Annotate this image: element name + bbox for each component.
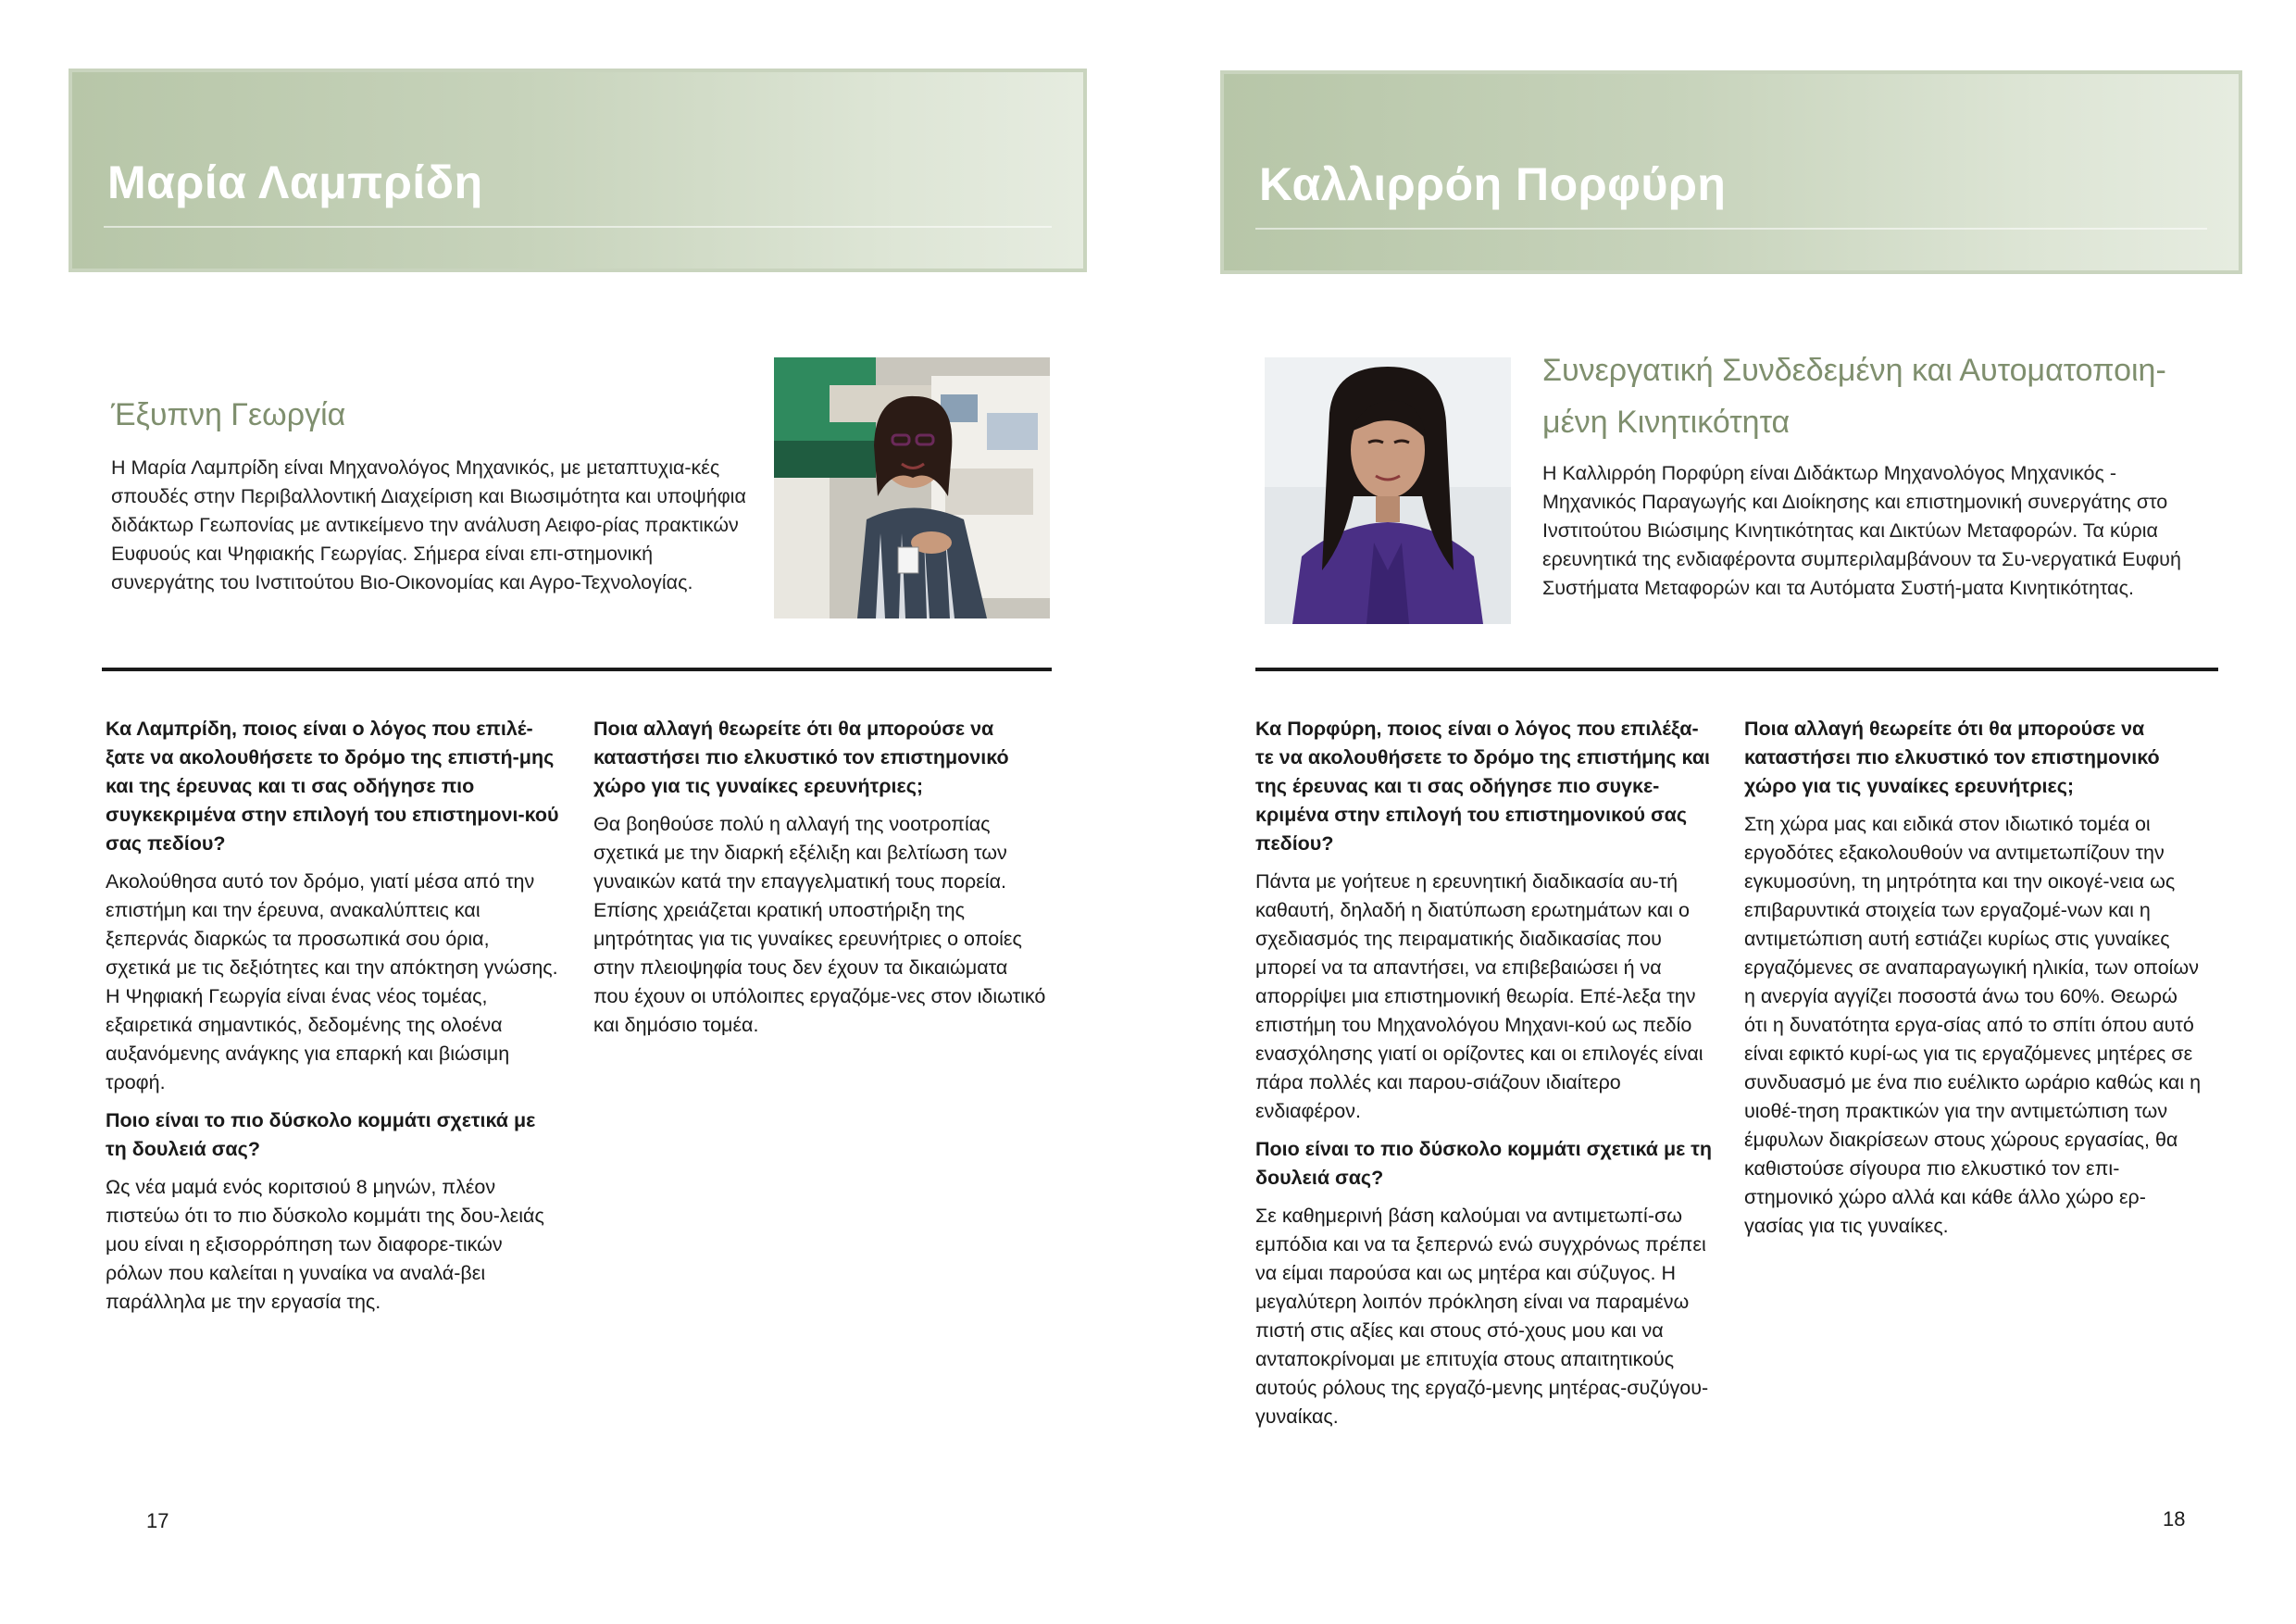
researcher-name: Καλλιρρόη Πορφύρη xyxy=(1259,158,1727,210)
section-divider xyxy=(1255,668,2218,671)
answer-3: Θα βοηθούσε πολύ η αλλαγή της νοοτροπίας σχετικά με την διαρκή εξέλιξη και βελτίωση των γυναικών κατά την επαγγελματική τους πορεία. Επίσης χρειάζεται κρατική υποστήριξη της μητρότητας για τις γυναίκες ερευνήτριες ο οποίες στην πλειοψηφία τους δεν έχουν τα δικαιώματα που έχουν οι υπόλοιπες εργαζόμε-νες στον ιδιωτικό και δημόσιο τομέα. xyxy=(593,813,1046,1036)
interview-column-1 xyxy=(1255,715,1713,1441)
researcher-photo xyxy=(774,357,1050,618)
question-1: Κα Λαμπρίδη, ποιος είναι ο λόγος που επιλέ-ξατε να ακολουθήσετε το δρόμο της επιστή-μης και της έρευνας και τι σας οδήγησε πιο συγκεκριμένα στην επιλογή του επιστημονι-κού σας πεδίου? xyxy=(106,718,559,855)
research-field-title: Έξυπνη Γεωργία xyxy=(111,397,346,432)
answer-1: Πάντα με γοήτευε η ερευνητική διαδικασία αυ-τή καθαυτή, δηλαδή η διατύπωση ερωτημάτων και ο σχεδιασμός της πειραματικής διαδικασίας που μπορεί να τα απαντήσει, να επιβεβαιώσει ή να απορρίψει μια επιστημονική θεωρία. Επέ-λεξα την επιστήμη του Μηχανολόγου Μηχανι-κού ως πεδίο ενασχόλησης γιατί οι ορίζοντες και οι επιλογές είναι πάρα πολλές και παρου-σιάζουν ιδιαίτερο ενδιαφέρον. xyxy=(1255,870,1703,1122)
answer-3: Στη χώρα μας και ειδικά στον ιδιωτικό τομέα οι εργοδότες εξακολουθούν να αντιμετωπίζουν την εγκυμοσύνη, τη μητρότητα και την οικογέ-νεια ως επιβαρυντικά στοιχεία των εργαζομέ-νων και η αντιμετώπιση αυτή εστιάζει κυρίως στις γυναίκες εργαζόμενες σε αναπαραγωγική ηλικία, των οποίων η ανεργία αγγίζει ποσοστά άνω του 60%. Θεωρώ ότι η δυνατότητα εργα-σίας από το σπίτι όπου αυτό είναι εφικτό κυρί-ως για τις εργαζόμενες μητέρες σε συνδυασμό με ένα πιο ευέλικτο ωράριο καθώς και η υιοθέ-τηση πρακτικών για την αντιμετώπιση των έμφυλων διακρίσεων στους χώρους εργασίας, θα καθιστούσε σίγουρα πιο ελκυστικό τον επι-στημονικό χώρο αλλά και κάθε άλλο χώρο ερ-γασίας για τις γυναίκες. xyxy=(1744,813,2202,1237)
header-divider-line xyxy=(1255,228,2207,230)
page-right xyxy=(1148,0,2296,1624)
page-number: 17 xyxy=(146,1509,169,1532)
researcher-name: Μαρία Λαμπρίδη xyxy=(107,156,483,208)
answer-2: Ως νέα μαμά ενός κοριτσιού 8 μηνών, πλέον πιστεύω ότι το πιο δύσκολο κομμάτι της δου-λειάς μου είναι η εξισορρόπηση των διαφορε-τικών ρόλων που καλείται η γυναίκα να αναλά-βει παράλληλα με την εργασία της. xyxy=(106,1176,544,1313)
header-divider-line xyxy=(104,226,1052,228)
researcher-photo xyxy=(1265,357,1511,624)
interview-column-1 xyxy=(106,715,559,1326)
interview-column-2 xyxy=(1744,715,2202,1250)
question-2: Ποιο είναι το πιο δύσκολο κομμάτι σχετικά με τη δουλειά σας? xyxy=(1255,1138,1713,1189)
name-header-banner xyxy=(1220,70,2242,274)
question-3: Ποια αλλαγή θεωρείτε ότι θα μπορούσε να καταστήσει πιο ελκυστικό τον επιστημονικό χώρο για τις γυναίκες ερευνήτριες; xyxy=(593,718,1009,797)
answer-1: Ακολούθησα αυτό τον δρόμο, γιατί μέσα από την επιστήμη και την έρευνα, ανακαλύπτεις και ξεπερνάς διαρκώς τα προσωπικά σου όρια, σχετικά με τις δεξιότητες και την απόκτηση γνώσης. Η Ψηφιακή Γεωργία είναι ένας νέος τομέας, εξαιρετικά σημαντικός, δεδομένης της ολοένα αυξανόμενης ανάγκης για επαρκή και βιώσιμη τροφή. xyxy=(106,870,558,1093)
researcher-bio: Η Καλλιρρόη Πορφύρη είναι Διδάκτωρ Μηχανολόγος Μηχανικός - Μηχανικός Παραγωγής και Διοίκησης και επιστημονική συνεργάτης στο Ινστιτούτου Βιώσιμης Κινητικότητας και Δικτύων Μεταφορών. Τα κύρια ερευνητικά της ενδιαφέροντα συμπεριλαμβάνουν τα Συ-νεργατικά Ευφυή Συστήματα Μεταφορών και τα Αυτόματα Συστή-ματα Κινητικότητας. xyxy=(1542,462,2181,599)
answer-2: Σε καθημερινή βάση καλούμαι να αντιμετωπί-σω εμπόδια και να τα ξεπερνώ ενώ συγχρόνως πρέπει να είμαι παρούσα και ως μητέρα και σύζυγος. Η μεγαλύτερη λοιπόν πρόκληση είναι να παραμένω πιστή στις αξίες και στους στό-χους μου και να ανταποκρίνομαι με επιτυχία στους απαιτητικούς αυτούς ρόλους της εργαζό-μενης μητέρας-συζύγου-γυναίκας. xyxy=(1255,1205,1709,1428)
name-header-banner xyxy=(69,69,1087,272)
question-1: Κα Πορφύρη, ποιος είναι ο λόγος που επιλέξα-τε να ακολουθήσετε το δρόμο της επιστήμης και της έρευνας και τι σας οδήγησε πιο συγκε-κριμένα στην επιλογή του επιστημονικού σας πεδίου? xyxy=(1255,718,1711,855)
section-divider xyxy=(102,668,1052,671)
page-number: 18 xyxy=(2163,1507,2186,1530)
research-field-title: Συνεργατική Συνδεδεμένη και Αυτοματοποιη-μένη Κινητικότητα xyxy=(1542,353,2166,440)
researcher-bio: Η Μαρία Λαμπρίδη είναι Μηχανολόγος Μηχανικός, με μεταπτυχια-κές σπουδές στην Περιβαλλοντική Διαχείριση και Βιωσιμότητα και υποψήφια διδάκτωρ Γεωπονίας με αντικείμενο την ανάλυση Αειφο-ρίας πρακτικών Ευφυούς και Ψηφιακής Γεωργίας. Σήμερα είναι επι-στημονική συνεργάτης του Ινστιτούτου Βιο-Οικονομίας και Αγρο-Τεχνολογίας. xyxy=(111,456,746,593)
question-3: Ποια αλλαγή θεωρείτε ότι θα μπορούσε να καταστήσει πιο ελκυστικό τον επιστημονικό χώρο για τις γυναίκες ερευνήτριες; xyxy=(1744,718,2160,797)
question-2: Ποιο είναι το πιο δύσκολο κομμάτι σχετικά με τη δουλειά σας? xyxy=(106,1109,536,1160)
interview-column-2 xyxy=(593,715,1047,1049)
